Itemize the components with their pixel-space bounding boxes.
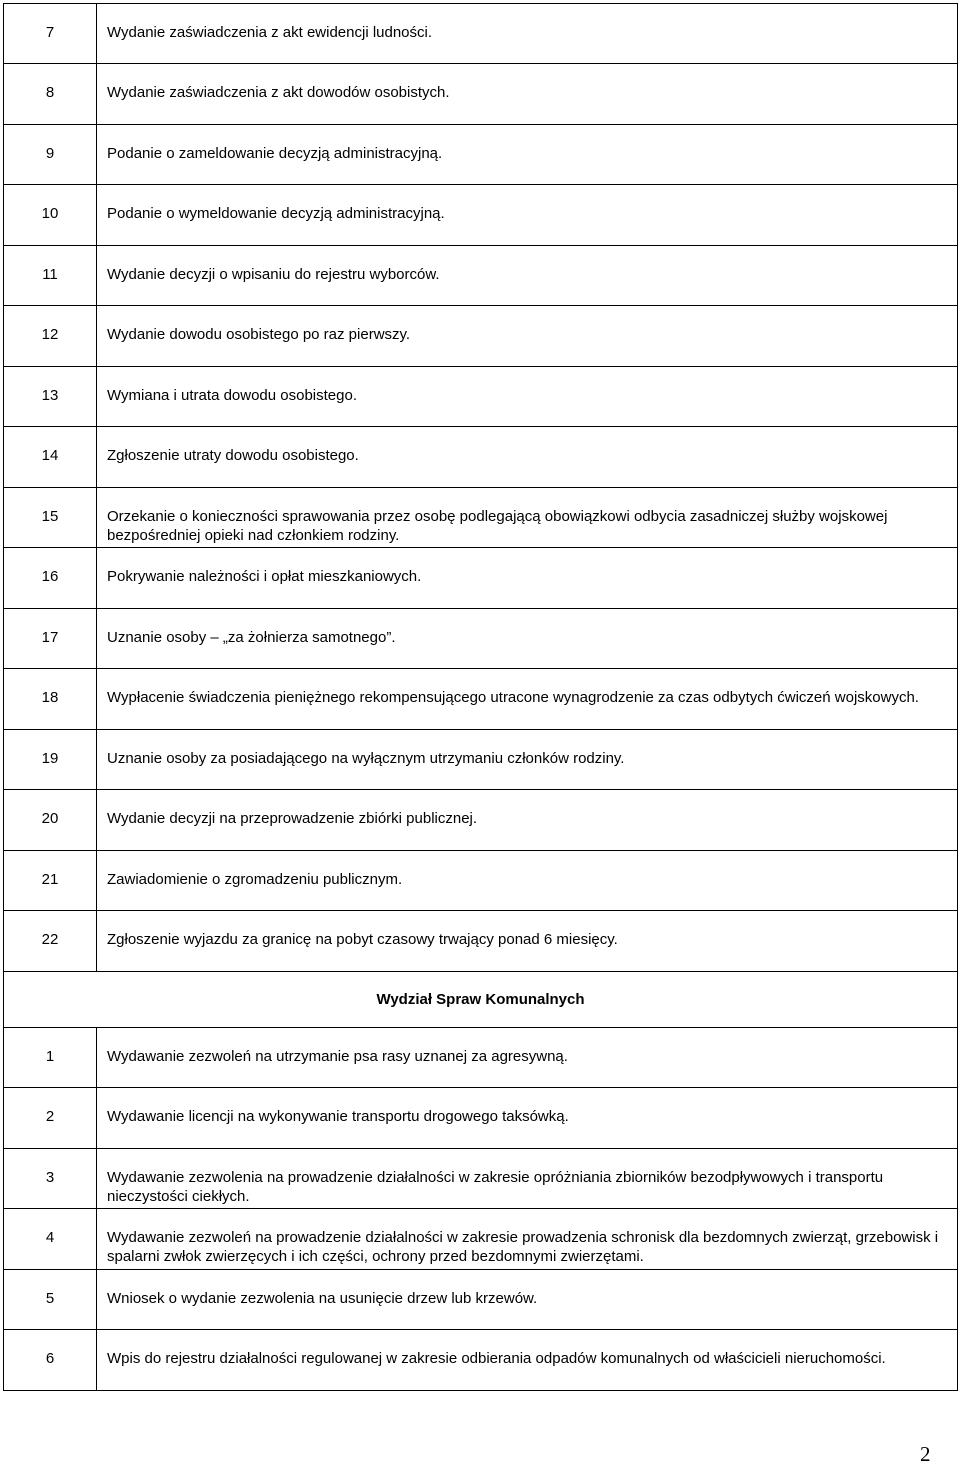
row-description: Zgłoszenie wyjazdu za granicę na pobyt czasowy trwający ponad 6 miesięcy.: [97, 911, 958, 972]
row-description: Pokrywanie należności i opłat mieszkaniowych.: [97, 548, 958, 609]
row-description: Wypłacenie świadczenia pieniężnego rekompensującego utracone wynagrodzenie za czas odbytych ćwiczeń wojskowych.: [97, 669, 958, 730]
table-row: [4, 1270, 958, 1330]
row-description: Wpis do rejestru działalności regulowanej w zakresie odbierania odpadów komunalnych od właścicieli nieruchomości.: [97, 1330, 958, 1391]
row-number: 22: [4, 911, 97, 972]
table-row: [4, 911, 958, 972]
row-number: 2: [4, 1088, 97, 1149]
row-description: Wydanie dowodu osobistego po raz pierwszy.: [97, 306, 958, 367]
table-row: [4, 64, 958, 125]
row-description: Wydanie zaświadczenia z akt ewidencji ludności.: [97, 4, 958, 64]
municipal-affairs-section: [4, 972, 958, 1391]
row-description: Wydawanie licencji na wykonywanie transportu drogowego taksówką.: [97, 1088, 958, 1149]
row-number: 17: [4, 609, 97, 669]
row-description: Podanie o wymeldowanie decyzją administracyjną.: [97, 185, 958, 246]
row-description: Uznanie osoby za posiadającego na wyłącznym utrzymaniu członków rodziny.: [97, 730, 958, 790]
table-row: [4, 790, 958, 851]
row-description: Uznanie osoby – „za żołnierza samotnego”.: [97, 609, 958, 669]
row-description: Orzekanie o konieczności sprawowania przez osobę podlegającą obowiązkowi odbycia zasadniczej służby wojskowej bezpośredniej opieki nad członkiem rodziny.: [97, 488, 958, 548]
row-description: Podanie o zameldowanie decyzją administracyjną.: [97, 125, 958, 185]
row-number: 8: [4, 64, 97, 125]
table-row: [4, 730, 958, 790]
row-number: 5: [4, 1270, 97, 1330]
table-row: [4, 306, 958, 367]
row-description: Zgłoszenie utraty dowodu osobistego.: [97, 427, 958, 488]
row-number: 13: [4, 367, 97, 427]
row-description: Wydawanie zezwoleń na utrzymanie psa rasy uznanej za agresywną.: [97, 1028, 958, 1088]
table-row: [4, 185, 958, 246]
row-number: 14: [4, 427, 97, 488]
row-number: 11: [4, 246, 97, 306]
table-row: [4, 851, 958, 911]
table-row: [4, 1028, 958, 1088]
table-row: [4, 4, 958, 64]
section-header-row: [4, 972, 958, 1028]
row-number: 3: [4, 1149, 97, 1209]
row-number: 1: [4, 1028, 97, 1088]
row-description: Wydanie decyzji na przeprowadzenie zbiórki publicznej.: [97, 790, 958, 851]
row-number: 16: [4, 548, 97, 609]
row-description: Wydanie zaświadczenia z akt dowodów osobistych.: [97, 64, 958, 125]
table-row: [4, 609, 958, 669]
table-row: [4, 125, 958, 185]
table-row: [4, 246, 958, 306]
table-row: [4, 1088, 958, 1149]
section-title: Wydział Spraw Komunalnych: [4, 972, 958, 1028]
table-row: [4, 548, 958, 609]
row-description: Wydawanie zezwoleń na prowadzenie działalności w zakresie prowadzenia schronisk dla bezdomnych zwierząt, grzebowisk i spalarni zwłok zwierzęcych i ich części, ochrony przed bezdomnymi zwierzętami.: [97, 1209, 958, 1270]
row-description: Wydawanie zezwolenia na prowadzenie działalności w zakresie opróżniania zbiorników bezodpływowych i transportu nieczystości ciekłych.: [97, 1149, 958, 1209]
row-number: 18: [4, 669, 97, 730]
row-number: 21: [4, 851, 97, 911]
table-row: [4, 1330, 958, 1391]
row-number: 12: [4, 306, 97, 367]
table-row: [4, 367, 958, 427]
row-number: 9: [4, 125, 97, 185]
table-row: [4, 427, 958, 488]
page-number: 2: [920, 1442, 931, 1466]
row-number: 10: [4, 185, 97, 246]
row-number: 4: [4, 1209, 97, 1270]
table-row: [4, 669, 958, 730]
row-number: 20: [4, 790, 97, 851]
table-row: [4, 1209, 958, 1270]
row-description: Wydanie decyzji o wpisaniu do rejestru wyborców.: [97, 246, 958, 306]
row-description: Wniosek o wydanie zezwolenia na usunięcie drzew lub krzewów.: [97, 1270, 958, 1330]
row-number: 7: [4, 4, 97, 64]
services-table: [3, 3, 958, 1391]
row-number: 15: [4, 488, 97, 548]
civil-affairs-rows: [4, 4, 958, 972]
table-row: [4, 1149, 958, 1209]
row-number: 19: [4, 730, 97, 790]
table-row: [4, 488, 958, 548]
row-number: 6: [4, 1330, 97, 1391]
row-description: Wymiana i utrata dowodu osobistego.: [97, 367, 958, 427]
row-description: Zawiadomienie o zgromadzeniu publicznym.: [97, 851, 958, 911]
